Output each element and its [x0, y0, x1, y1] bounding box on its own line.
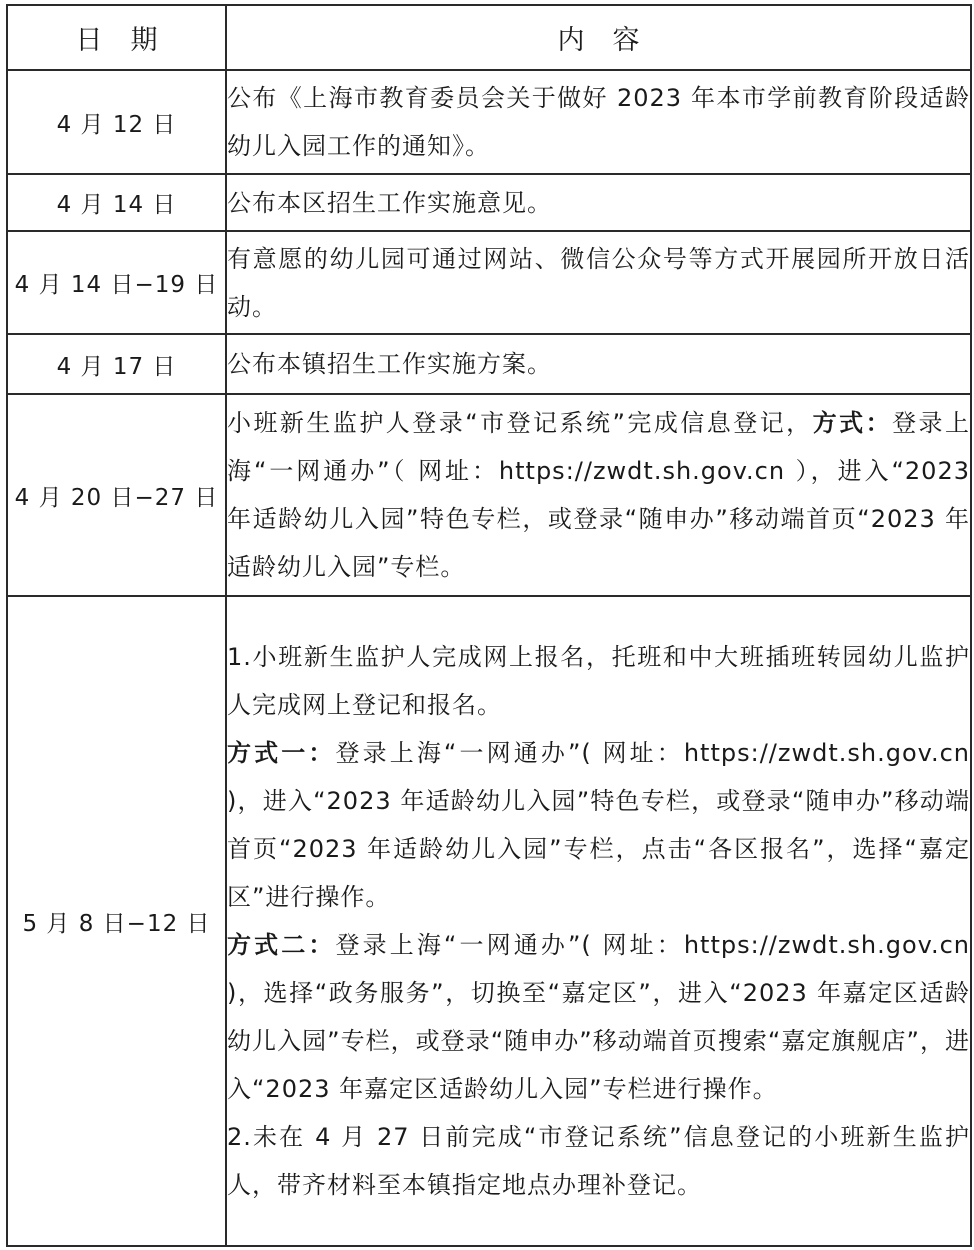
method-2-label: 方式二： [227, 931, 336, 959]
schedule-table [6, 4, 972, 1247]
table-row [7, 394, 971, 596]
date-column-header: 日期 [7, 5, 226, 70]
method-label: 方式： [812, 409, 893, 437]
table-row [7, 596, 971, 1246]
row-date: 4 月 12 日 [7, 70, 226, 174]
method-1 [227, 729, 970, 921]
method-1-label: 方式一： [227, 739, 336, 767]
method-1-text: 登录上海“一网通办”( 网址：https://zwdt.sh.gov.cn )，进入“2023 年适龄幼儿入园”特色专栏，或登录“随申办”移动端首页“2023 年适龄幼儿入园”专栏，点击“各区报名”，选择“嘉定区”进行操作。 [227, 739, 970, 911]
row-content: 公布本区招生工作实施意见。 [226, 174, 971, 231]
table-row [7, 231, 971, 334]
row-content [226, 394, 971, 596]
method-2-text: 登录上海“一网通办”( 网址：https://zwdt.sh.gov.cn )，选择“政务服务”，切换至“嘉定区”，进入“2023 年嘉定区适龄幼儿入园”专栏，或登录“随申办”移动端首页搜索“嘉定旗舰店”，进入“2023 年嘉定区适龄幼儿入园”专栏进行操作。 [227, 931, 970, 1103]
table-row [7, 70, 971, 174]
item-1: 1.小班新生监护人完成网上报名，托班和中大班插班转园幼儿监护人完成网上登记和报名。 [227, 643, 970, 719]
method-2 [227, 921, 970, 1113]
row-date: 4 月 14 日−19 日 [7, 231, 226, 334]
row-date: 5 月 8 日−12 日 [7, 596, 226, 1246]
item-2: 2.未在 4 月 27 日前完成“市登记系统”信息登记的小班新生监护人，带齐材料至本镇指定地点办理补登记。 [227, 1123, 970, 1199]
content-column-header: 内容 [226, 5, 971, 70]
row-date: 4 月 14 日 [7, 174, 226, 231]
row-content: 公布《上海市教育委员会关于做好 2023 年本市学前教育阶段适龄幼儿入园工作的通知》。 [226, 70, 971, 174]
registration-text: 小班新生监护人登录“市登记系统”完成信息登记， [227, 409, 813, 437]
row-date: 4 月 17 日 [7, 334, 226, 394]
row-content: 公布本镇招生工作实施方案。 [226, 334, 971, 394]
table-row [7, 174, 971, 231]
table-row [7, 334, 971, 394]
header-row [7, 5, 971, 70]
row-content: 有意愿的幼儿园可通过网站、微信公众号等方式开展园所开放日活动。 [226, 231, 971, 334]
row-date: 4 月 20 日−27 日 [7, 394, 226, 596]
row-content [226, 596, 971, 1246]
method-text: 登录上海“一网通办”（ 网址：https://zwdt.sh.gov.cn ），进入“2023 年适龄幼儿入园”特色专栏，或登录“随申办”移动端首页“2023 年适龄幼儿入园”专栏。 [227, 409, 970, 581]
